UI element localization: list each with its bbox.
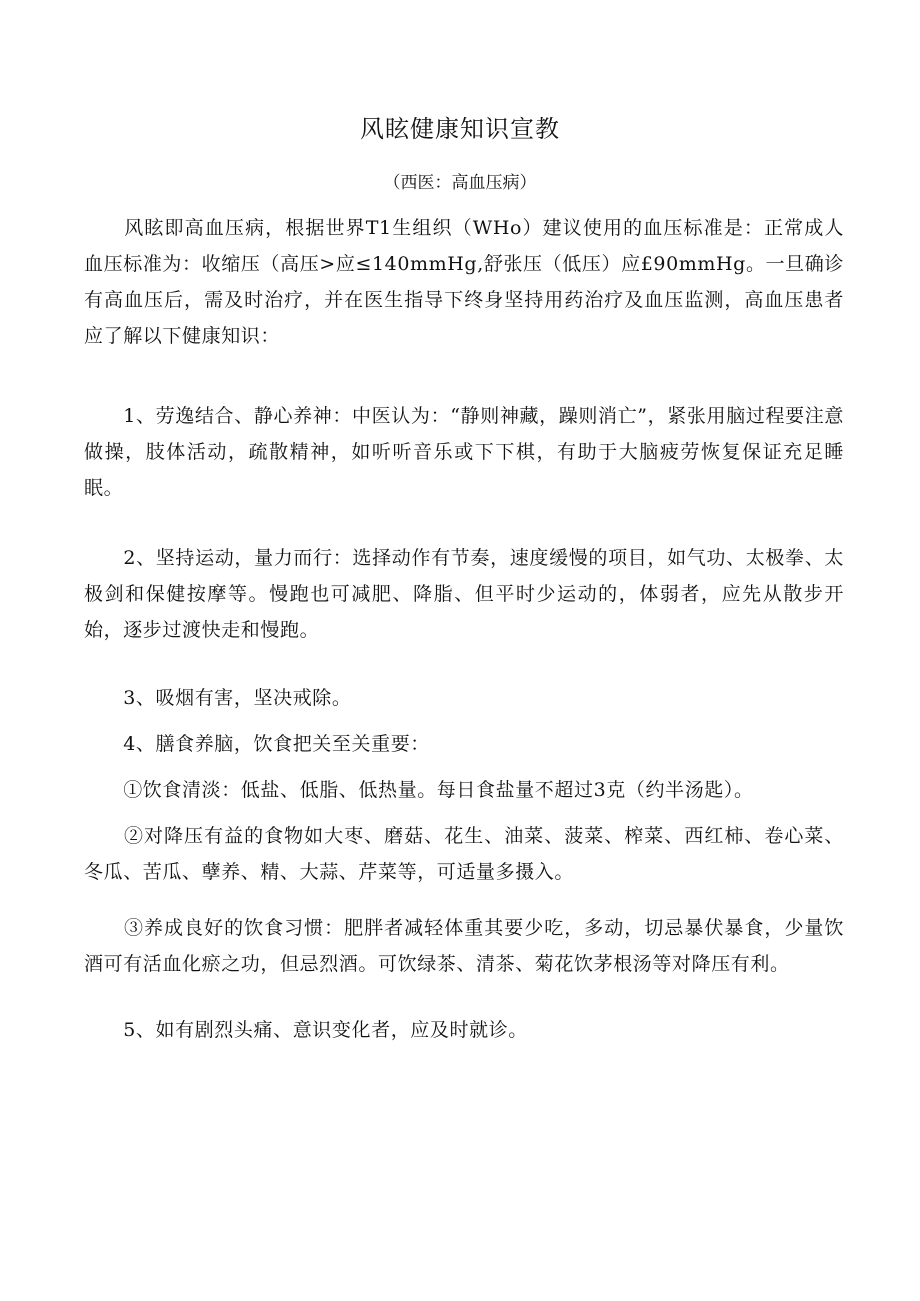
document-subtitle: （西医：高血压病）	[383, 173, 537, 193]
item-1-paragraph: 1、劳逸结合、静心养神：中医认为：“静则神藏，躁则消亡”，紧张用脑过程要注意做操，肢体活动，疏散精神，如听听音乐或下下棋，有助于大脑疲劳恢复保证充足睡眠。	[84, 405, 844, 499]
item-5-paragraph: 5、如有剧烈头痛、意识变化者，应及时就诊。	[84, 1019, 528, 1041]
document-title: 风眩健康知识宣教	[360, 115, 560, 143]
item-3-paragraph: 3、吸烟有害，坚决戒除。	[84, 687, 352, 709]
diet-item-3: ③养成良好的饮食习惯：肥胖者减轻体重其要少吃，多动，切忌暴伏暴食，少量饮酒可有活血化瘀之功，但忌烈酒。可饮绿茶、清茶、菊花饮茅根汤等对降压有利。	[84, 917, 844, 975]
diet-item-1: ①饮食清淡：低盐、低脂、低热量。每日食盐量不超过3克（约半汤匙）。	[84, 779, 754, 801]
diet-item-2: ②对降压有益的食物如大枣、磨菇、花生、油菜、菠菜、榨菜、西红柿、卷心菜、冬瓜、苦瓜、孽养、精、大蒜、芹菜等，可适量多摄入。	[84, 825, 844, 883]
item-2-paragraph: 2、坚持运动，量力而行：选择动作有节奏，速度缓慢的项目，如气功、太极拳、太极剑和保健按摩等。慢跑也可减肥、降脂、但平时少运动的，体弱者，应先从散步开始，逐步过渡快走和慢跑。	[84, 547, 844, 641]
intro-paragraph: 风眩即高血压病，根据世界T1生组织（WHo）建议使用的血压标准是：正常成人血压标准为：收缩压（高压>应≤140mmHg,舒张压（低压）应£90mmHg。一旦确诊有高血压后，需及时治疗，并在医生指导下终身坚持用药治疗及血压监测，高血压患者应了解以下健康知识：	[84, 217, 844, 347]
item-4-paragraph: 4、膳食养脑，饮食把关至关重要：	[84, 733, 430, 755]
